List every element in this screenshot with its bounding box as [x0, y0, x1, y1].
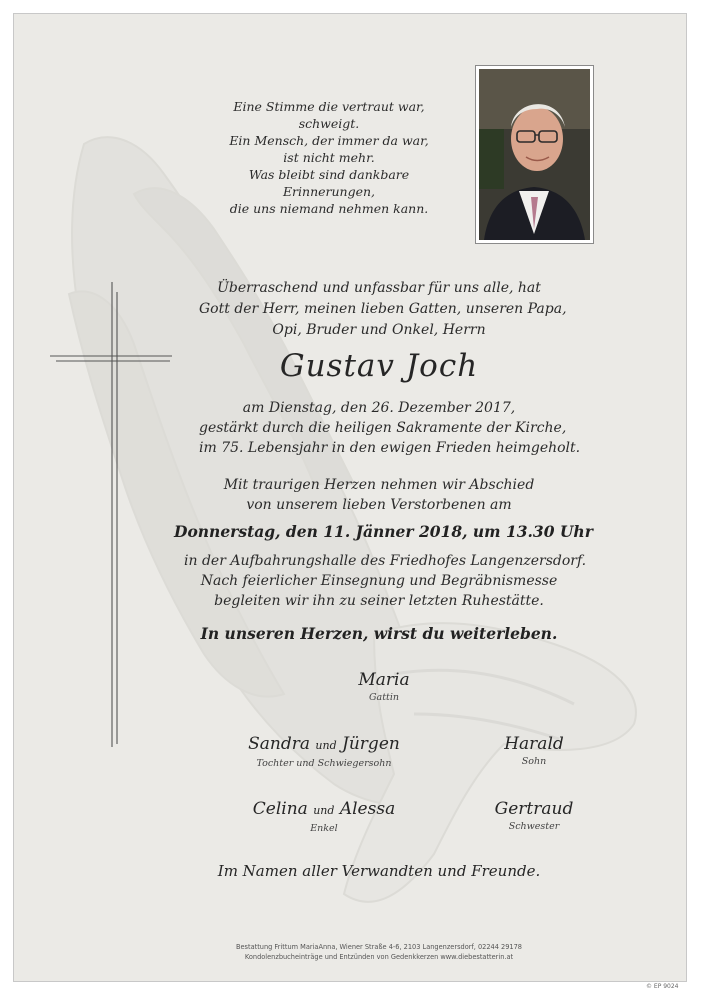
mourner-connector: und — [315, 739, 337, 752]
mourner-gertraud — [474, 798, 594, 833]
intro-line: Überraschend und unfassbar für uns alle, hat — [217, 280, 541, 296]
mourner-name: Jürgen — [342, 734, 400, 754]
footer-line: Kondolenzbucheinträge und Entzünden von Gedenkkerzen www.diebestatterin.at — [244, 953, 514, 961]
mourner-relation: Gattin — [368, 692, 400, 703]
poem-line: ist nicht mehr. — [283, 150, 375, 165]
funeral-place-line: Nach feierlicher Einsegnung und Begräbnismesse — [200, 573, 558, 589]
farewell-line: von unserem lieben Verstorbenen am — [246, 497, 512, 513]
deceased-name: Gustav Joch — [279, 348, 479, 384]
family-line: Im Namen aller Verwandten und Freunde. — [217, 862, 541, 880]
mourner-name: Maria — [358, 670, 410, 690]
mourner-name: Alessa — [339, 799, 396, 819]
product-code: © EP 9024 — [646, 983, 679, 990]
mourner-name: Gertraud — [494, 799, 574, 819]
mourner-name: Harald — [504, 734, 564, 754]
poem-line: Was bleibt sind dankbare — [248, 167, 410, 182]
mourner-connector: und — [313, 804, 335, 817]
mourner-relation: Tochter und Schwiegersohn — [256, 758, 392, 769]
mourner-relation: Schwester — [508, 821, 560, 832]
mourner-relation: Sohn — [521, 756, 547, 767]
portrait-frame — [475, 65, 594, 244]
intro-line: Opi, Bruder und Onkel, Herrn — [272, 322, 486, 338]
poem-line: schweigt. — [298, 116, 360, 131]
funeral-date: Donnerstag, den 11. Jänner 2018, um 13.30 Uhr — [174, 522, 593, 541]
farewell-line: Mit traurigen Herzen nehmen wir Abschied — [223, 477, 535, 493]
mourner-relation: Enkel — [310, 823, 338, 834]
intro-line: Gott der Herr, meinen lieben Gatten, unseren Papa, — [199, 301, 567, 317]
mourner-name: Sandra — [248, 734, 311, 754]
obituary-card — [14, 14, 686, 981]
funeral-place-line: begleiten wir ihn zu seiner letzten Ruhestätte. — [214, 593, 544, 609]
closing-line: In unseren Herzen, wirst du weiterleben. — [200, 624, 558, 643]
poem — [204, 98, 454, 217]
poem-line: die uns niemand nehmen kann. — [229, 201, 429, 216]
footer-line: Bestattung Frittum MariaAnna, Wiener Straße 4-6, 2103 Langenzersdorf, 02244 29178 — [235, 943, 523, 951]
farewell-text — [199, 475, 559, 515]
death-info-line: gestärkt durch die heiligen Sakramente der Kirche, — [199, 420, 567, 436]
poem-line: Ein Mensch, der immer da war, — [229, 133, 429, 148]
mourner-names — [234, 733, 414, 757]
death-info-line: am Dienstag, den 26. Dezember 2017, — [242, 400, 516, 416]
mourner-maria — [344, 669, 424, 704]
death-info — [199, 398, 581, 458]
mourner-harald — [484, 733, 584, 768]
poem-line: Erinnerungen, — [282, 184, 376, 199]
portrait-photo — [479, 69, 590, 240]
funeral-place — [184, 551, 587, 611]
mourner-sandra-juergen — [234, 733, 414, 770]
cross-icon — [46, 282, 176, 752]
mourner-name: Celina — [252, 799, 308, 819]
death-info-line: im 75. Lebensjahr in den ewigen Frieden heimgeholt. — [199, 440, 581, 456]
footer — [214, 942, 544, 962]
mourner-names — [234, 798, 414, 822]
funeral-place-line: in der Aufbahrungshalle des Friedhofes Langenzersdorf. — [184, 553, 587, 569]
poem-line: Eine Stimme die vertraut war, — [233, 99, 425, 114]
mourner-celina-alessa — [234, 798, 414, 835]
intro-text — [199, 278, 567, 341]
